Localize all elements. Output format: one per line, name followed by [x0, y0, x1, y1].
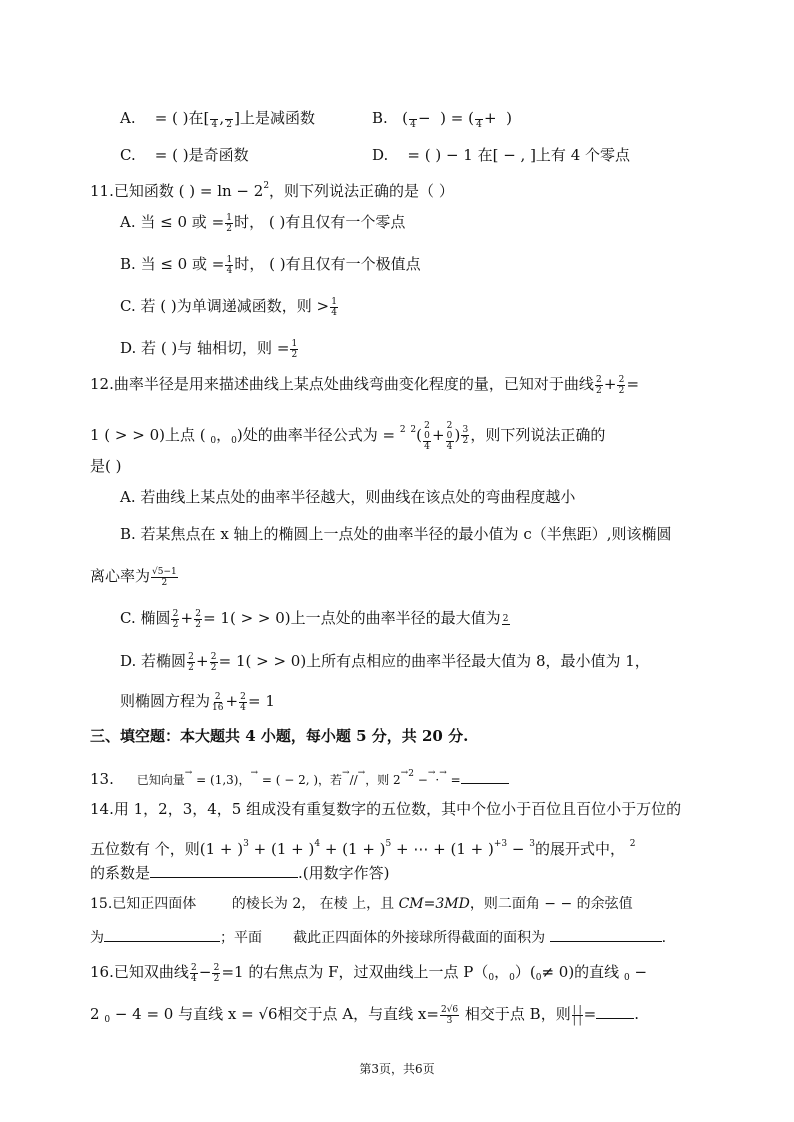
q12-c-label: C. 椭圆 [120, 609, 171, 627]
fraction-num: 2 [188, 651, 194, 662]
q12-option-c [120, 608, 511, 630]
q10-b-text: + [483, 109, 497, 127]
fraction-den: 4 [410, 119, 416, 130]
fraction-num: 2 [446, 420, 453, 431]
q12-stem2-text: 1 ( > > 0)上点 ( [90, 426, 211, 444]
q10-c-text: ( )是奇函数 [172, 146, 249, 164]
q13 [90, 763, 509, 790]
fraction-den: 4 [424, 441, 430, 452]
exponent-fraction [461, 425, 469, 446]
q13-text: 已知向量 [136, 773, 185, 787]
q12-b-text2: 离心率为 [90, 567, 151, 585]
q13-text: − [417, 773, 428, 787]
q11-stem [90, 176, 454, 201]
answer-blank[interactable] [461, 768, 509, 784]
q16-text: =1 的右焦点为 F，过双曲线上一点 P（ [221, 963, 489, 981]
fraction-num: 1 [226, 254, 233, 265]
q10-option-a [120, 108, 315, 130]
q12-stem2-text: ， [216, 426, 232, 444]
fraction [475, 109, 483, 130]
plus-sign: + [180, 609, 194, 627]
q11-a-label: A. [120, 213, 136, 231]
fraction-den: 2 [188, 662, 194, 673]
q16-text: ≠ 0)的直线 [541, 963, 624, 981]
answer-blank[interactable] [104, 926, 220, 942]
q14-line3 [90, 862, 390, 883]
fraction-num: 2 [595, 374, 602, 385]
superscript: 3 [529, 839, 535, 849]
q10-a-eq: = [154, 109, 168, 127]
fraction-num: 1 [331, 296, 337, 307]
q10-b-text: ) [506, 109, 512, 127]
q15-text: ；平面 [220, 930, 262, 946]
q10-b-text: ) [440, 109, 446, 127]
q12-option-a [120, 487, 575, 507]
fraction-num: 2 [618, 374, 625, 385]
q13-text: = [450, 773, 461, 787]
superscript: 4 [314, 839, 321, 849]
q11-a-text2: 时， ( )有且仅有一个零点 [234, 213, 406, 231]
fraction [330, 297, 338, 318]
equals-sign: = [626, 375, 640, 393]
vector-arrow-icon: → [250, 768, 259, 778]
fraction-num: 2 [213, 962, 220, 973]
q11-d-text: 若 ( )与 轴相切，则 = [141, 339, 290, 357]
fraction [239, 692, 247, 713]
q10-option-d [372, 145, 630, 165]
superscript: 2 [263, 181, 270, 191]
q11-option-a [120, 212, 405, 234]
fraction [211, 692, 224, 713]
fraction-den: 2 [462, 436, 469, 446]
q12-option-b-line2 [90, 566, 179, 588]
q10-d-label: D. [372, 146, 389, 164]
vector-arrow-icon: → [342, 768, 350, 778]
q15-text: 15.已知正四面体 [90, 896, 197, 912]
q12-stem2-text: )处的曲率半径公式为 = [236, 426, 400, 444]
q16-text: ）( [514, 963, 536, 981]
q15-line1 [90, 894, 633, 914]
fraction [151, 567, 178, 588]
fraction [171, 609, 179, 630]
fraction-num: 2 [172, 608, 179, 619]
q11-b-label: B. [120, 255, 136, 273]
q10-option-b [372, 108, 512, 130]
q12-c-text: = 1( > > 0)上一点处的曲率半径的最大值为 [203, 609, 501, 627]
q12-stem-line1 [90, 374, 639, 396]
q16-text: 相交于点 B，则 [460, 1005, 571, 1023]
q10-b-text: = [450, 109, 464, 127]
q14-text: + (1 + ) [320, 840, 386, 858]
q14-text: 的展开式中， [534, 840, 630, 858]
q11-option-d [120, 338, 299, 360]
vector-arrow-icon: → [427, 768, 436, 778]
q10-b-text: ( [468, 109, 474, 127]
fraction [212, 963, 220, 984]
q13-num: 13. [90, 770, 114, 788]
q10-a-comma: , [219, 109, 225, 127]
q12-d-label: D. 若椭圆 [120, 652, 187, 670]
fraction [423, 421, 431, 452]
fraction-num: 2 [502, 613, 509, 624]
vector-arrow-icon: → [357, 768, 366, 778]
plus-sign: + [431, 426, 445, 444]
q11-a-text1: 当 ≤ 0 或 = [140, 213, 225, 231]
q12-option-b [120, 524, 672, 544]
q10-d-text: ( ) − 1 在[ − , ]上有 4 个零点 [424, 146, 631, 164]
superscript: 2 [408, 769, 414, 779]
fraction-num: | | [572, 1004, 582, 1015]
q14-text: 五位数有 个，则(1 + ) [90, 840, 244, 858]
subscript: 0 [210, 436, 217, 446]
fraction-den: 2 [226, 119, 233, 130]
q15-line2: 为 ；平面 截此正四面体的外接球所得截面的面积为 . [90, 926, 666, 948]
q11-d-label: D. [120, 339, 137, 357]
q10-b-text: − [417, 109, 431, 127]
plus-sign: + [603, 375, 617, 393]
q16-text: 16.已知双曲线 [90, 963, 189, 981]
fraction [210, 109, 218, 130]
q15-text: ，则二面角 − − 的余弦值 [469, 896, 633, 912]
fraction-num: 1 [291, 338, 298, 349]
q11-c-text: 若 ( )为单调递减函数，则 > [140, 297, 330, 315]
q11-stem-tail: ，则下列说法正确的是（ ） [269, 182, 454, 200]
fraction-den: 4 [226, 265, 233, 276]
q15-text: 的棱长为 2， 在棱 上，且 [231, 896, 395, 912]
q12-stem2-text: ，则下列说法正确的 [470, 426, 606, 444]
q13-text: ，则 2 [365, 773, 401, 787]
subscript: 0 [535, 973, 542, 983]
q14-line2 [90, 834, 635, 859]
q10-d-eq: = [407, 146, 420, 164]
q14-text: − [507, 840, 530, 858]
fraction-num: 2 [210, 651, 217, 662]
fraction [617, 375, 625, 396]
q12-a-text: A. 若曲线上某点处的曲率半径越大，则曲线在该点处的弯曲程度越小 [120, 488, 576, 506]
fraction-num: 2 [424, 420, 430, 431]
q12-stem2-text: ) [454, 426, 461, 444]
answer-blank[interactable] [550, 926, 662, 942]
q15-text: 为 [90, 930, 104, 946]
fraction-den: 2 [291, 349, 298, 360]
fraction [502, 614, 510, 625]
fraction-num-sub: 0 [424, 430, 430, 441]
superscript: 5 [385, 839, 392, 849]
fraction-num: 2 [214, 691, 221, 702]
q10-c-label: C. [120, 146, 136, 164]
abs-ratio [572, 1005, 583, 1026]
q10-b-text: ( [402, 109, 408, 127]
plus-sign: + [225, 692, 239, 710]
fraction-den: 2 [595, 385, 602, 396]
fraction-num: 2 [240, 691, 246, 702]
q12-stem2-text: ( [416, 426, 422, 444]
fraction [225, 109, 233, 130]
q10-a-label: A. [120, 109, 136, 127]
fraction-num: 2 [195, 608, 201, 619]
fraction-den: 16 [212, 702, 224, 713]
q10-a-text1: ( )在[ [172, 109, 210, 127]
section-3-title: 三、填空题：本大题共 4 小题，每小题 5 分，共 20 分. [90, 727, 469, 745]
q16-text: − [629, 963, 648, 981]
q16-text: = [583, 1005, 597, 1023]
fraction-num: √5−1 [152, 566, 177, 577]
q12-d-text: = 1( > > 0)上所有点相应的曲率半径最大值为 8，最小值为 1， [218, 652, 650, 670]
q12-d2-text: = 1 [248, 692, 275, 710]
fraction-num: 2 [190, 962, 197, 973]
fraction [595, 375, 603, 396]
fraction-den: 4 [190, 973, 197, 984]
q15-text: CM=3MD [398, 896, 470, 912]
fraction-den: 4 [476, 119, 482, 130]
superscript: +3 [493, 839, 508, 849]
q11-stem-text: 11.已知函数 ( ) = ln − 2 [90, 182, 264, 200]
q13-text: = ( − 2, )，若 [261, 773, 343, 787]
q13-text: · [435, 773, 440, 787]
superscript: 2 [399, 425, 406, 435]
fraction [290, 339, 298, 360]
fraction [446, 421, 454, 452]
fraction-den: 2 [618, 385, 625, 396]
superscript: 3 [243, 839, 249, 849]
vector-arrow-icon: → [439, 768, 447, 778]
fraction [194, 609, 202, 630]
subscript: 0 [623, 973, 630, 983]
q15-text: 截此正四面体的外接球所得截面的面积为 [293, 930, 546, 946]
q14-text: .(用数字作答) [298, 864, 390, 882]
q11-b-text1: 当 ≤ 0 或 = [140, 255, 225, 273]
q12-b-text1: B. 若某焦点在 x 轴上的椭圆上一点处的曲率半径的最小值为 c（半焦距）,则该椭圆 [120, 525, 672, 543]
q13-text: // [349, 773, 358, 787]
fraction-den: 2 [195, 619, 201, 630]
fraction [409, 109, 417, 130]
subscript: 0 [509, 973, 515, 983]
q10-option-c [120, 145, 249, 165]
fraction-den: 2 [213, 973, 220, 984]
subscript: 0 [231, 436, 237, 446]
q12-d2-text: 则椭圆方程为 [120, 692, 211, 710]
fraction-den: 2 [172, 619, 179, 630]
fraction-den: 4 [211, 119, 218, 130]
q14-text: + (1 + ) [248, 840, 315, 858]
fraction-den: 2 [161, 577, 168, 588]
q14-text: + ⋯ + (1 + ) [391, 840, 494, 858]
fraction-den: 3 [446, 1015, 453, 1026]
superscript: 2 [410, 425, 417, 435]
q12-stem3-text: 是( ) [90, 457, 122, 475]
q11-option-b [120, 254, 421, 276]
q11-c-label: C. [120, 297, 136, 315]
subscript: 0 [488, 973, 495, 983]
q16-text: 2 [90, 1005, 105, 1023]
q16-line1 [90, 962, 647, 988]
fraction-den: 4 [331, 307, 337, 318]
fraction-num: 2√6 [440, 1004, 459, 1015]
answer-blank[interactable] [150, 862, 298, 878]
q10-a-text2: ]上是减函数 [234, 109, 316, 127]
fraction [440, 1005, 459, 1026]
fraction-den: 2 [226, 223, 233, 234]
q14-text: 的系数是 [90, 864, 151, 882]
vector-arrow-icon: → [400, 768, 409, 778]
fraction [225, 255, 233, 276]
fraction [187, 652, 195, 673]
q12-stem-line3 [90, 456, 121, 476]
q12-option-d-line2 [120, 691, 275, 713]
fraction-den: 4 [446, 441, 453, 452]
fraction-num: 1 [226, 212, 233, 223]
q16-text: − 4 = 0 与直线 x = √6相交于点 A，与直线 x= [110, 1005, 439, 1023]
q11-option-c [120, 296, 339, 318]
q16-line2: 2 $_0$ − 4 = 0 与直线 x = √6相交于点 A，与直线 x= $\frac{2√6}{3}$ 相交于点 B，则 | | | | = . [90, 1004, 639, 1026]
page-footer: 第3页，共6页 [359, 1062, 435, 1076]
fraction-num: 3 [462, 425, 469, 435]
subscript: 0 [104, 1015, 111, 1025]
fraction-num-sub: 0 [446, 430, 453, 441]
fraction [190, 963, 198, 984]
q10-c-eq: = [154, 146, 168, 164]
minus-sign: − [198, 963, 212, 981]
q11-b-text2: 时， ( )有且仅有一个极值点 [234, 255, 421, 273]
vector-arrow-icon: → [184, 768, 193, 778]
q12-stem1-text: 12.曲率半径是用来描述曲线上某点处曲线弯曲变化程度的量，已知对于曲线 [90, 375, 594, 393]
fraction [210, 652, 218, 673]
answer-blank[interactable] [596, 1003, 634, 1019]
plus-sign: + [196, 652, 209, 670]
q10-b-label: B. [372, 109, 388, 127]
q12-stem-line2 [90, 420, 605, 452]
q13-text: = (1,3)， [196, 773, 251, 787]
fraction-den: 2 [210, 662, 217, 673]
fraction [225, 213, 233, 234]
q16-text: ， [494, 963, 510, 981]
fraction-den: 4 [240, 702, 246, 713]
q12-option-d [120, 651, 650, 673]
fraction-den: | | [572, 1015, 582, 1026]
q14-line1: 14.用 1，2，3，4，5 组成没有重复数字的五位数，其中个位小于百位且百位小于万位的 [90, 800, 682, 818]
superscript: 2 [629, 839, 636, 849]
